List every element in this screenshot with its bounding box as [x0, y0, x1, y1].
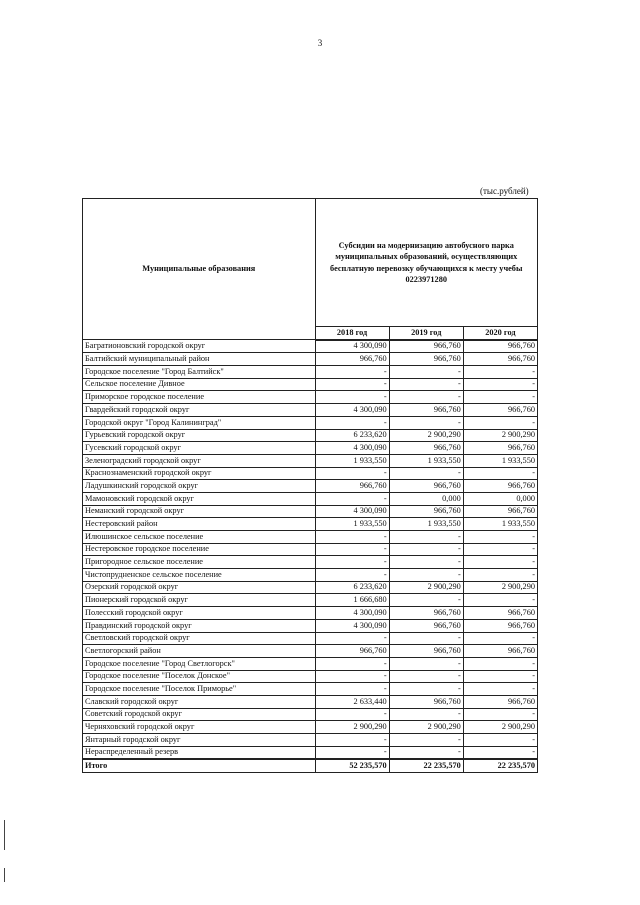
municipality-name: Илюшинское сельское поселение [83, 531, 316, 544]
value-2019: - [389, 531, 463, 544]
header-subsidy: Субсидии на модернизацию автобусного парка муниципальных образований, осуществляющих бесплатную перевозку обучающихся к месту учебы 0223971280 [315, 199, 538, 327]
table-row [83, 708, 538, 721]
table-row [83, 480, 538, 493]
table-row [83, 734, 538, 747]
value-2018: - [315, 391, 389, 404]
value-2019: 966,760 [389, 353, 463, 366]
value-2019: - [389, 391, 463, 404]
value-2018: 6 233,620 [315, 429, 389, 442]
municipality-name: Приморское городское поселение [83, 391, 316, 404]
value-2018: 4 300,090 [315, 505, 389, 518]
table-row [83, 670, 538, 683]
municipality-name: Чистопрудненское сельское поселение [83, 569, 316, 582]
value-2018: 1 933,550 [315, 454, 389, 467]
subsidy-table [82, 198, 538, 773]
table-row [83, 404, 538, 417]
value-2019: 966,760 [389, 619, 463, 632]
value-2019: - [389, 683, 463, 696]
value-2019: 966,760 [389, 340, 463, 353]
municipality-name: Полесский городской округ [83, 607, 316, 620]
value-2019: 966,760 [389, 645, 463, 658]
margin-mark [4, 868, 5, 882]
value-2018: 4 300,090 [315, 340, 389, 353]
margin-mark [4, 820, 5, 850]
municipality-name: Краснознаменский городской округ [83, 467, 316, 480]
municipality-name: Городской округ "Город Калининград" [83, 416, 316, 429]
value-2020: - [463, 683, 537, 696]
value-2020: - [463, 734, 537, 747]
value-2020: - [463, 746, 537, 759]
value-2019: 1 933,550 [389, 454, 463, 467]
value-2020: 966,760 [463, 404, 537, 417]
table-row [83, 416, 538, 429]
table-row [83, 632, 538, 645]
value-2018: 6 233,620 [315, 581, 389, 594]
value-2018: 1 933,550 [315, 518, 389, 531]
value-2018: 52 235,570 [315, 759, 389, 772]
value-2020: 966,760 [463, 442, 537, 455]
table-row [83, 645, 538, 658]
table-row [83, 556, 538, 569]
value-2019: 22 235,570 [389, 759, 463, 772]
value-2018: - [315, 492, 389, 505]
value-2018: - [315, 531, 389, 544]
value-2019: 0,000 [389, 492, 463, 505]
table-row [83, 505, 538, 518]
value-2020: - [463, 531, 537, 544]
table-row [83, 695, 538, 708]
municipality-name: Славский городской округ [83, 695, 316, 708]
municipality-name: Сельское поселение Дивное [83, 378, 316, 391]
value-2020: 966,760 [463, 340, 537, 353]
value-2020: - [463, 569, 537, 582]
value-2019: 2 900,290 [389, 721, 463, 734]
header-year-2018: 2018 год [315, 327, 389, 340]
value-2019: - [389, 632, 463, 645]
municipality-name: Янтарный городской округ [83, 734, 316, 747]
header-municipalities: Муниципальные образования [83, 199, 316, 340]
municipality-name: Итого [83, 759, 316, 772]
municipality-name: Багратионовский городской округ [83, 340, 316, 353]
table-row [83, 454, 538, 467]
value-2018: - [315, 378, 389, 391]
value-2020: - [463, 632, 537, 645]
value-2020: 1 933,550 [463, 454, 537, 467]
municipality-name: Светлогорский район [83, 645, 316, 658]
table-row [83, 492, 538, 505]
value-2018: - [315, 556, 389, 569]
value-2018: 4 300,090 [315, 404, 389, 417]
municipality-name: Балтийский муниципальный район [83, 353, 316, 366]
value-2020: 966,760 [463, 353, 537, 366]
value-2018: 2 633,440 [315, 695, 389, 708]
municipality-name: Озерский городской округ [83, 581, 316, 594]
municipality-name: Светловский городской округ [83, 632, 316, 645]
value-2018: - [315, 366, 389, 379]
value-2019: 966,760 [389, 695, 463, 708]
municipality-name: Городское поселение "Город Светлогорск" [83, 657, 316, 670]
value-2020: 966,760 [463, 505, 537, 518]
table-row [83, 683, 538, 696]
table-row [83, 429, 538, 442]
table-row [83, 366, 538, 379]
value-2019: - [389, 467, 463, 480]
table-row [83, 531, 538, 544]
value-2020: 0,000 [463, 492, 537, 505]
municipality-name: Гусевский городской округ [83, 442, 316, 455]
table-row [83, 746, 538, 759]
value-2020: 966,760 [463, 645, 537, 658]
value-2018: 966,760 [315, 353, 389, 366]
value-2019: 966,760 [389, 607, 463, 620]
value-2020: 2 900,290 [463, 721, 537, 734]
municipality-name: Пригородное сельское поселение [83, 556, 316, 569]
value-2020: - [463, 556, 537, 569]
municipality-name: Нераспределенный резерв [83, 746, 316, 759]
municipality-name: Гвардейский городской округ [83, 404, 316, 417]
municipality-name: Гурьевский городской округ [83, 429, 316, 442]
value-2020: 966,760 [463, 480, 537, 493]
table-row [83, 353, 538, 366]
value-2019: - [389, 657, 463, 670]
value-2018: - [315, 734, 389, 747]
table-row [83, 581, 538, 594]
value-2018: - [315, 708, 389, 721]
page-number: 3 [317, 38, 323, 48]
value-2018: 4 300,090 [315, 442, 389, 455]
value-2019: - [389, 556, 463, 569]
value-2019: - [389, 734, 463, 747]
table-row [83, 657, 538, 670]
value-2019: 966,760 [389, 442, 463, 455]
header-year-2020: 2020 год [463, 327, 537, 340]
value-2018: - [315, 657, 389, 670]
value-2018: - [315, 746, 389, 759]
header-year-2019: 2019 год [389, 327, 463, 340]
table-row [83, 569, 538, 582]
value-2018: 4 300,090 [315, 607, 389, 620]
table-row [83, 721, 538, 734]
value-2019: 966,760 [389, 505, 463, 518]
municipality-name: Мамоновский городской округ [83, 492, 316, 505]
value-2020: - [463, 708, 537, 721]
total-row [83, 759, 538, 772]
value-2018: 2 900,290 [315, 721, 389, 734]
municipality-name: Советский городской округ [83, 708, 316, 721]
municipality-name: Городское поселение "Город Балтийск" [83, 366, 316, 379]
value-2020: - [463, 467, 537, 480]
table-row [83, 391, 538, 404]
value-2018: - [315, 416, 389, 429]
table-row [83, 594, 538, 607]
municipality-name: Ладушкинский городской округ [83, 480, 316, 493]
value-2018: 966,760 [315, 645, 389, 658]
table-row [83, 619, 538, 632]
municipality-name: Неманский городской округ [83, 505, 316, 518]
value-2020: 966,760 [463, 695, 537, 708]
value-2019: 2 900,290 [389, 429, 463, 442]
value-2018: - [315, 632, 389, 645]
value-2018: - [315, 683, 389, 696]
municipality-name: Городское поселение "Поселок Приморье" [83, 683, 316, 696]
value-2019: 2 900,290 [389, 581, 463, 594]
value-2018: 4 300,090 [315, 619, 389, 632]
municipality-name: Городское поселение "Поселок Донское" [83, 670, 316, 683]
table-body [83, 340, 538, 773]
value-2019: 966,760 [389, 480, 463, 493]
table-row [83, 518, 538, 531]
value-2020: 1 933,550 [463, 518, 537, 531]
municipality-name: Зеленоградский городской округ [83, 454, 316, 467]
value-2019: - [389, 594, 463, 607]
value-2020: - [463, 366, 537, 379]
table-row [83, 543, 538, 556]
value-2020: 2 900,290 [463, 429, 537, 442]
table-row [83, 607, 538, 620]
value-2020: - [463, 670, 537, 683]
value-2020: - [463, 543, 537, 556]
table-row [83, 340, 538, 353]
value-2018: - [315, 569, 389, 582]
value-2020: - [463, 657, 537, 670]
value-2019: - [389, 378, 463, 391]
value-2019: - [389, 366, 463, 379]
municipality-name: Нестеровское городское поселение [83, 543, 316, 556]
value-2020: - [463, 378, 537, 391]
value-2019: - [389, 569, 463, 582]
value-2019: 1 933,550 [389, 518, 463, 531]
value-2019: - [389, 670, 463, 683]
municipality-name: Нестеровский район [83, 518, 316, 531]
table-row [83, 442, 538, 455]
value-2018: - [315, 670, 389, 683]
value-2018: - [315, 543, 389, 556]
municipality-name: Пионерский городской округ [83, 594, 316, 607]
municipality-name: Черняховский городской округ [83, 721, 316, 734]
value-2020: - [463, 594, 537, 607]
value-2019: - [389, 416, 463, 429]
value-2019: - [389, 746, 463, 759]
value-2020: 966,760 [463, 607, 537, 620]
value-2020: 2 900,290 [463, 581, 537, 594]
value-2018: 966,760 [315, 480, 389, 493]
value-2020: 22 235,570 [463, 759, 537, 772]
value-2020: - [463, 391, 537, 404]
table-row [83, 467, 538, 480]
value-2020: 966,760 [463, 619, 537, 632]
units-label: (тыс.рублей) [480, 186, 529, 196]
municipality-name: Правдинский городской округ [83, 619, 316, 632]
value-2018: 1 666,680 [315, 594, 389, 607]
value-2019: 966,760 [389, 404, 463, 417]
value-2018: - [315, 467, 389, 480]
header-row [83, 199, 538, 327]
value-2019: - [389, 543, 463, 556]
table-row [83, 378, 538, 391]
value-2019: - [389, 708, 463, 721]
value-2020: - [463, 416, 537, 429]
